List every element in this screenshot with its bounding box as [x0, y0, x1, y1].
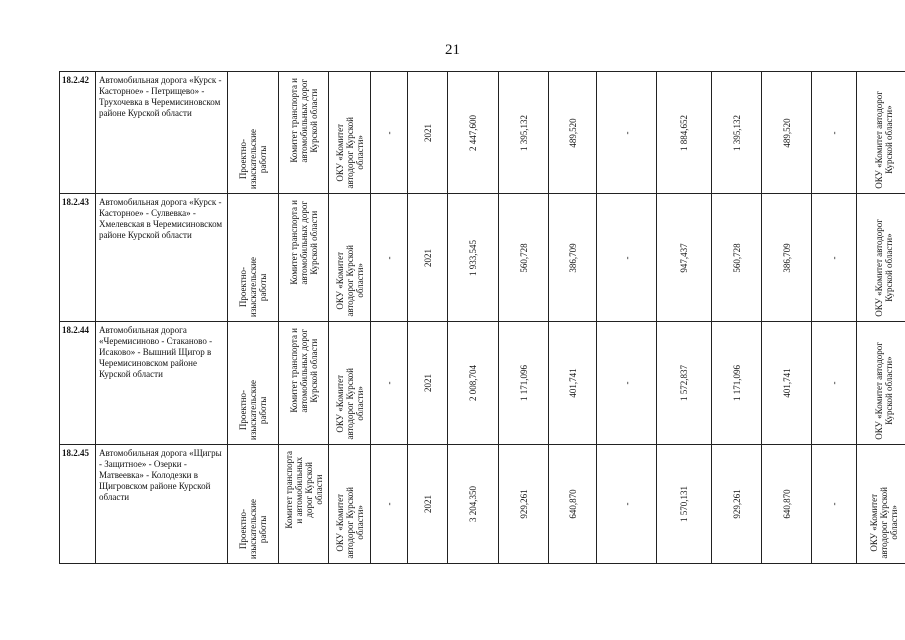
year-cell [408, 72, 448, 194]
amount-cell [657, 445, 712, 564]
year-cell [408, 322, 448, 445]
work-type-cell [228, 445, 279, 564]
customer-cell [279, 194, 329, 322]
amount-value: 1 395,132 [731, 114, 742, 151]
responsible: ОКУ «Комитет автодорог Курской области» [874, 342, 894, 440]
row-number: 18.2.42 [60, 72, 96, 194]
amount-value: 947,437 [679, 242, 689, 273]
customer: Комитет транспорта и автомобильных дорог Курской области [288, 200, 319, 285]
table-row [60, 322, 905, 445]
object-name: Автомобильная дорога «Курск - Касторное» - Сулвевка» - Хмелевская в Черемисиновском районе Курской области [96, 194, 228, 322]
amount-value: 1 884,652 [679, 114, 689, 151]
customer: Комитет транспорта и автомобильных дорог Курской области [283, 451, 324, 529]
responsible: ОКУ «Комитет автодорог Курской области» [869, 487, 899, 559]
object-name: Автомобильная дорога «Черемисиново - Стаканово - Исаково» - Вышний Щигор в Черемисиновском районе Курской области [96, 322, 228, 445]
year-value: 2021 [422, 374, 433, 392]
responsible-cell [857, 322, 905, 445]
customer-cell [279, 322, 329, 445]
amount-cell [712, 72, 762, 194]
executor-cell [329, 194, 371, 322]
amount-cell [597, 72, 657, 194]
amount-cell [812, 445, 857, 564]
dash-cell [371, 445, 408, 564]
amount-cell [657, 194, 712, 322]
row-number: 18.2.44 [60, 322, 96, 445]
amount-value: - [829, 256, 839, 259]
amount-value: 640,870 [781, 489, 792, 519]
amount-cell [812, 194, 857, 322]
amount-value: 1 572,837 [679, 365, 689, 401]
amount-value: 1 933,545 [468, 239, 478, 276]
object-name: Автомобильная дорога «Щигры - Защитное» - Озерки - Матвеевка» - Колодезки в Щигровском районе Курской области [96, 445, 228, 564]
row-number: 18.2.43 [60, 194, 96, 322]
row-number: 18.2.45 [60, 445, 96, 564]
amount-cell [812, 322, 857, 445]
amount-value: 1 171,096 [518, 365, 529, 401]
year-value: 2021 [422, 248, 433, 267]
amount-cell [597, 445, 657, 564]
table-row [60, 194, 905, 322]
executor-cell [329, 445, 371, 564]
amount-value: - [829, 381, 839, 385]
dash-value: - [384, 131, 394, 134]
amount-value: 2 008,704 [468, 365, 478, 401]
customer: Комитет транспорта и автомобильных дорог Курской области [288, 328, 319, 413]
customer-cell [279, 445, 329, 564]
amount-cell [549, 322, 597, 445]
amount-cell [549, 445, 597, 564]
amount-value: 2 447,600 [468, 114, 478, 151]
work-type-cell [228, 72, 279, 194]
work-type: Проектно- изыскательские работы [238, 256, 268, 317]
amount-value: - [621, 256, 632, 259]
amount-cell [499, 194, 549, 322]
amount-cell [448, 72, 499, 194]
amount-cell [657, 72, 712, 194]
amount-cell [448, 322, 499, 445]
amount-value: - [621, 381, 632, 385]
amount-value: 401,741 [781, 368, 792, 398]
amount-cell [499, 72, 549, 194]
amount-value: 489,520 [781, 117, 792, 148]
road-works-table [59, 71, 905, 564]
work-type: Проектно- изыскательские работы [238, 128, 268, 189]
dash-value: - [384, 381, 394, 385]
amount-cell [762, 72, 812, 194]
amount-cell [448, 445, 499, 564]
responsible-cell [857, 445, 905, 564]
table-row [60, 445, 905, 564]
amount-value: - [829, 131, 839, 134]
work-type-cell [228, 194, 279, 322]
responsible-cell [857, 194, 905, 322]
amount-cell [597, 194, 657, 322]
amount-value: - [621, 502, 632, 506]
amount-value: 929,261 [731, 489, 742, 519]
amount-value: 560,728 [731, 242, 742, 273]
amount-cell [812, 72, 857, 194]
dash-value: - [384, 502, 394, 506]
dash-value: - [384, 256, 394, 259]
table-row [60, 72, 905, 194]
amount-value: 929,261 [518, 489, 529, 519]
year-value: 2021 [422, 123, 433, 142]
year-cell [408, 445, 448, 564]
executor-cell [329, 322, 371, 445]
amount-cell [762, 445, 812, 564]
responsible: ОКУ «Комитет автодорог Курской области» [874, 91, 894, 189]
customer: Комитет транспорта и автомобильных дорог Курской области [288, 78, 319, 163]
year-value: 2021 [422, 495, 433, 513]
amount-value: - [621, 131, 632, 134]
amount-value: 489,520 [567, 117, 578, 148]
amount-value: 386,709 [781, 242, 792, 273]
amount-cell [712, 322, 762, 445]
amount-cell [549, 72, 597, 194]
amount-cell [712, 445, 762, 564]
executor-cell [329, 72, 371, 194]
amount-cell [499, 322, 549, 445]
amount-cell [762, 194, 812, 322]
page-number: 21 [445, 42, 460, 58]
executor: ОКУ «Комитет автодорог Курской области» [334, 245, 365, 317]
year-cell [408, 194, 448, 322]
dash-cell [371, 322, 408, 445]
work-type: Проектно- изыскательские работы [238, 498, 268, 559]
amount-value: 3 204,350 [468, 486, 478, 522]
amount-cell [657, 322, 712, 445]
dash-cell [371, 72, 408, 194]
amount-cell [549, 194, 597, 322]
object-name: Автомобильная дорога «Курск - Касторное» - Петрищево» - Трухочевка в Черемисиновском районе Курской области [96, 72, 228, 194]
amount-value: 1 395,132 [518, 114, 529, 151]
amount-cell [597, 322, 657, 445]
executor: ОКУ «Комитет автодорог Курской области» [334, 117, 365, 189]
amount-cell [762, 322, 812, 445]
amount-value: 401,741 [567, 368, 578, 398]
executor: ОКУ «Комитет автодорог Курской области» [334, 487, 365, 559]
responsible-cell [857, 72, 905, 194]
amount-value: 640,870 [567, 489, 578, 519]
amount-value: 1 570,131 [679, 486, 689, 522]
amount-cell [712, 194, 762, 322]
work-type: Проектно- изыскательские работы [238, 379, 268, 440]
customer-cell [279, 72, 329, 194]
amount-cell [448, 194, 499, 322]
amount-value: 386,709 [567, 242, 578, 273]
work-type-cell [228, 322, 279, 445]
responsible: ОКУ «Комитет автодорог Курской области» [874, 219, 894, 317]
amount-value: 560,728 [518, 242, 529, 273]
dash-cell [371, 194, 408, 322]
executor: ОКУ «Комитет автодорог Курской области» [334, 368, 365, 440]
amount-value: - [829, 502, 839, 506]
amount-cell [499, 445, 549, 564]
amount-value: 1 171,096 [731, 365, 742, 401]
